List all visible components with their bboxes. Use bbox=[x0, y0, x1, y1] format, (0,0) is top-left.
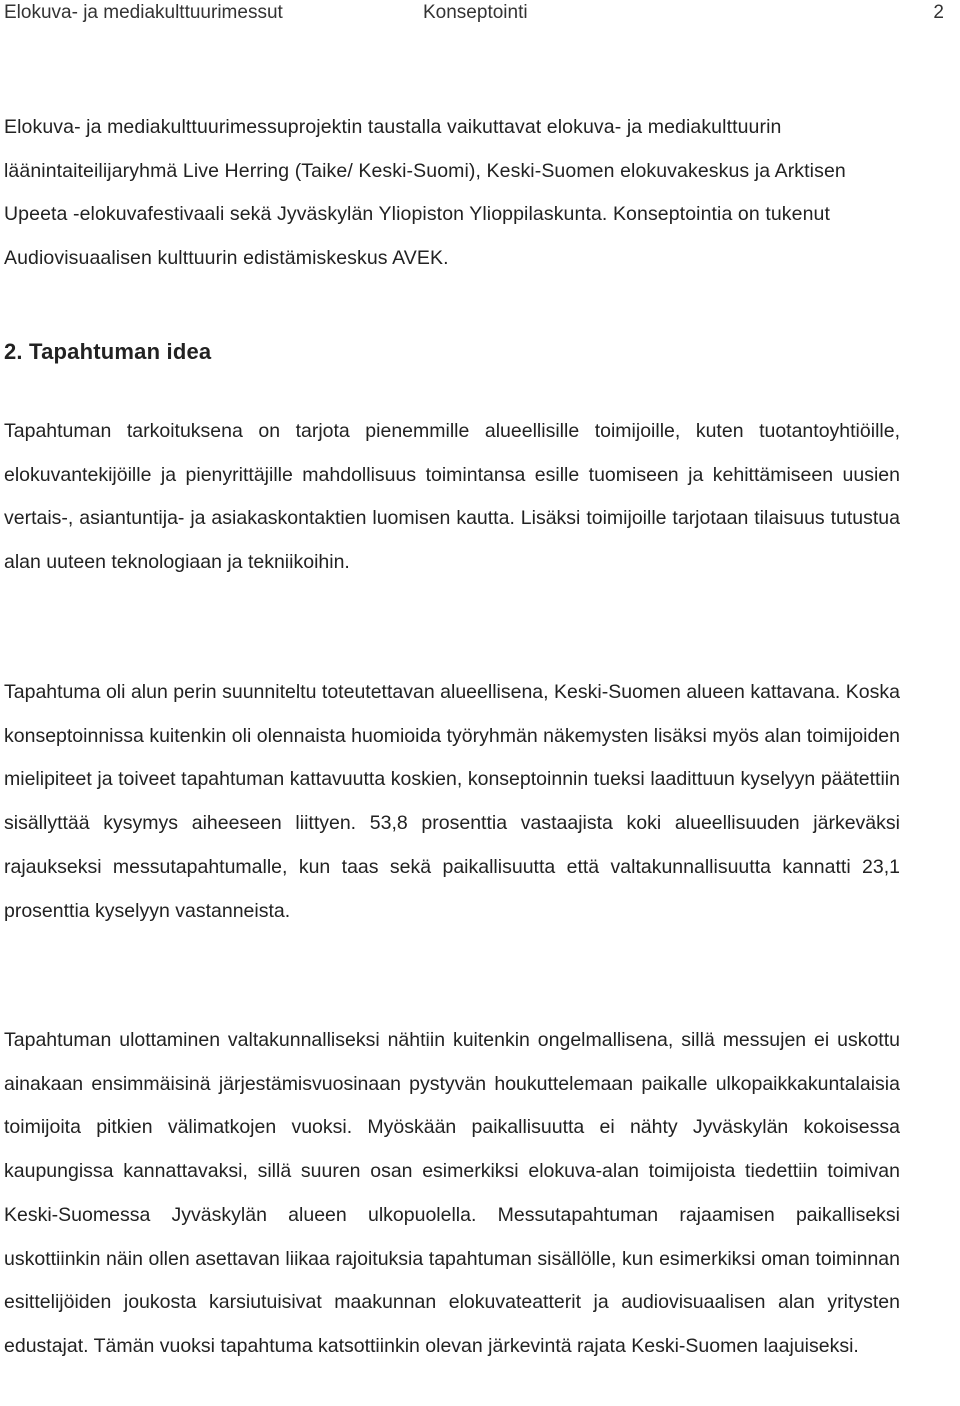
section-heading: 2. Tapahtuman idea bbox=[4, 339, 212, 364]
header-chapter-title: Konseptointi bbox=[423, 2, 528, 23]
header-document-title: Elokuva- ja mediakulttuurimessut bbox=[4, 2, 283, 23]
body-paragraph-2: Tapahtuma oli alun perin suunniteltu toteutettavan alueellisena, Keski-Suomen alueen kattavana. Koska konseptoinnissa kuitenkin oli olennaista huomioida työryhmän näkemysten lisäksi myös alan toimijoiden mielipiteet ja toiveet tapahtuman kattavuutta koskien, konseptoinnin tueksi laadittuun kyselyyn päätettiin sisällyttää kysymys aiheeseen liittyen. 53,8 prosenttia vastaajista koki alueellisuuden järkeväksi rajaukseksi messutapahtumalle, kun taas sekä paikallisuutta että valtakunnallisuutta kannatti 23,1 prosenttia kyselyyn vastanneista. bbox=[4, 681, 900, 922]
body-paragraph-3: Tapahtuman ulottaminen valtakunnalliseksi nähtiin kuitenkin ongelmallisena, sillä messujen ei uskottu ainakaan ensimmäisinä järjestämisvuosinaan pystyvän houkuttelemaan paikalle ulkopaikkakuntalaisia toimijoita pitkien välimatkojen vuoksi. Myöskään paikallisuutta ei nähty Jyväskylän kokoisessa kaupungissa kannattavaksi, sillä suuren osan esimerkiksi elokuva-alan toimijoista tiedettiin toimivan Keski-Suomessa Jyväskylän alueen ulkopuolella. Messutapahtuman rajaamisen paikalliseksi uskottiinkin näin ollen asettavan liikaa rajoituksia tapahtuman sisällölle, kun esimerkiksi oman toiminnan esittelijöiden joukosta karsiutuisivat maakunnan elokuvateatterit ja audiovisuaalisen alan yritysten edustajat. Tämän vuoksi tapahtuma katsottiinkin olevan järkevintä rajata Keski-Suomen laajuiseksi. bbox=[4, 1029, 900, 1357]
running-header bbox=[4, 0, 944, 26]
intro-paragraph: Elokuva- ja mediakulttuurimessuprojektin taustalla vaikuttavat elokuva- ja mediakulttuurin läänintaiteilijaryhmä Live Herring (Taike/ Keski-Suomi), Keski-Suomen elokuvakeskus ja Arktisen Upeeta -elokuvafestivaali sekä Jyväskylän Yliopiston Ylioppilaskunta. Konseptointia on tukenut Audiovisuaalisen kulttuurin edistämiskeskus AVEK. bbox=[4, 116, 846, 270]
page-number: 2 bbox=[933, 2, 944, 23]
body-paragraph-1: Tapahtuman tarkoituksena on tarjota pienemmille alueellisille toimijoille, kuten tuotantoyhtiöille, elokuvantekijöille ja pienyrittäjille mahdollisuus toimintansa esille tuomiseen ja kehittämiseen uusien vertais-, asiantuntija- ja asiakaskontaktien luomisen kautta. Lisäksi toimijoille tarjotaan tilaisuus tutustua alan uuteen teknologiaan ja tekniikoihin. bbox=[4, 420, 900, 574]
